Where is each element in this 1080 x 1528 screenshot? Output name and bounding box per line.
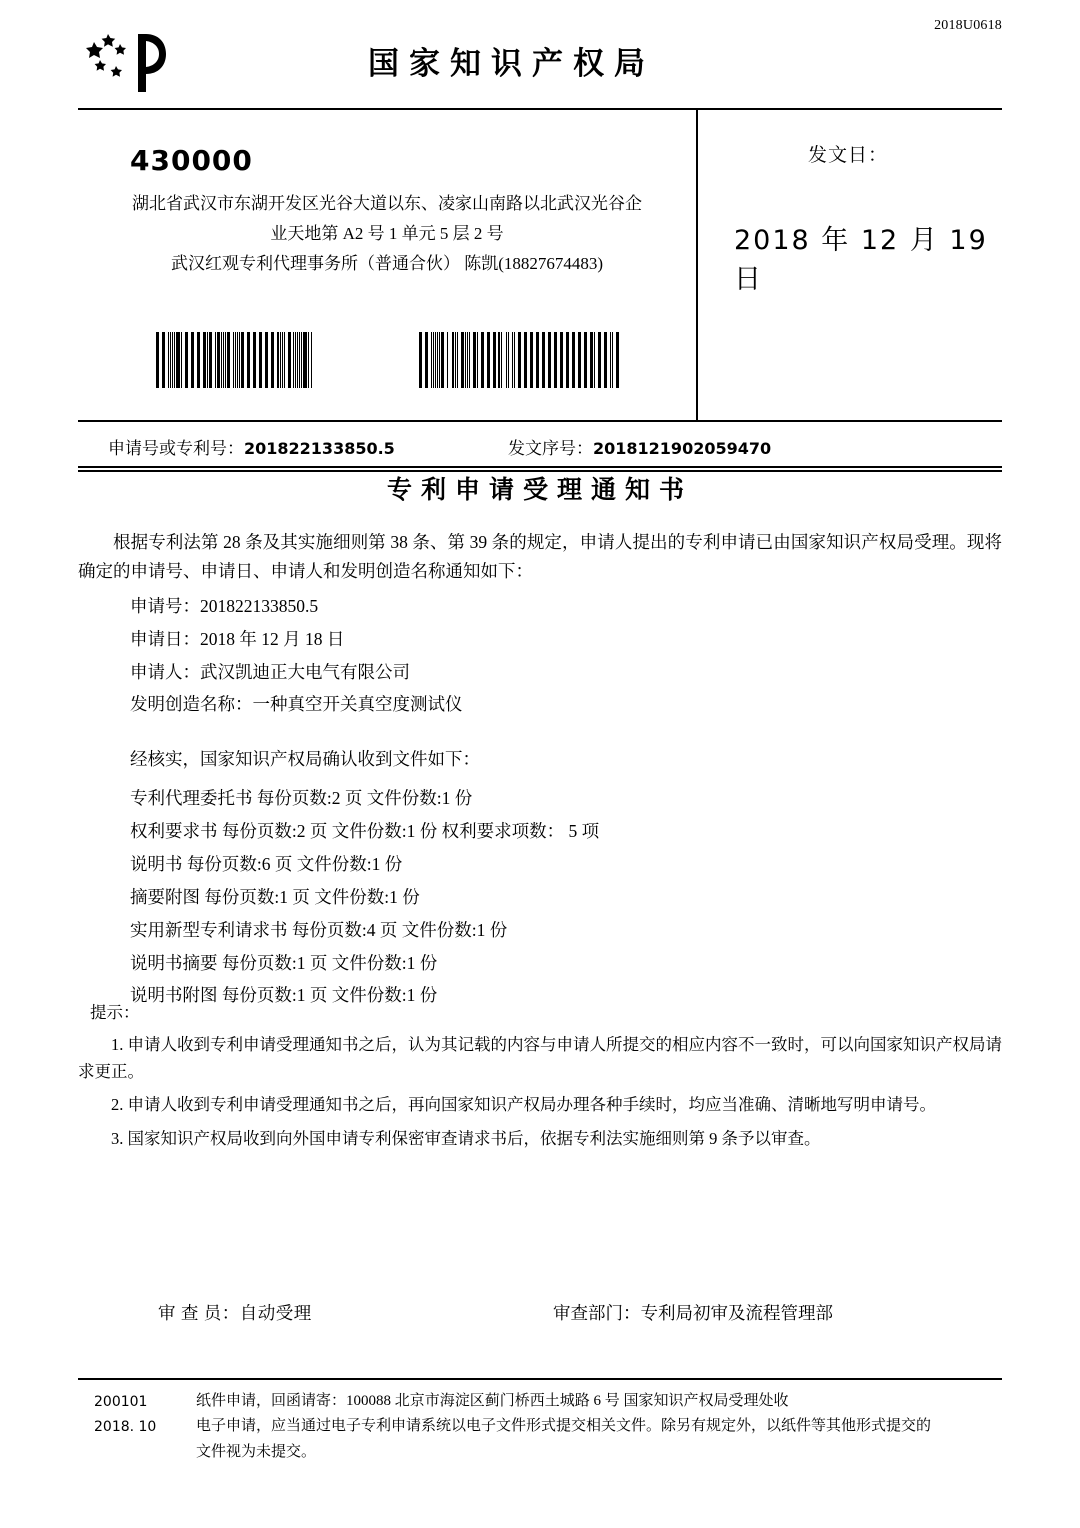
address-line-2: 业天地第 A2 号 1 单元 5 层 2 号 <box>270 223 504 243</box>
department-field <box>553 1300 833 1325</box>
field-applicant: 申请人：武汉凯迪正大电气有限公司 <box>130 661 410 682</box>
received-item: 说明书摘要 每份页数:1 页 文件份数:1 份 <box>130 952 438 973</box>
received-item: 说明书 每份页数:6 页 文件份数:1 份 <box>130 853 403 874</box>
document-code: 2018U0618 <box>934 18 1002 33</box>
examiner-field <box>158 1300 312 1325</box>
received-item: 实用新型专利请求书 每份页数:4 页 文件份数:1 份 <box>130 919 508 940</box>
application-fields <box>130 592 1002 720</box>
mailing-box <box>78 108 1002 472</box>
received-item: 权利要求书 每份页数:2 页 文件份数:1 份 权利要求项数： 5 项 <box>130 821 600 841</box>
recipient-zip: 430000 <box>130 144 253 177</box>
dispatch-number-label: 发文序号： <box>508 438 593 458</box>
dispatch-number-value: 2018121902059470 <box>593 438 772 458</box>
dispatch-number <box>508 434 771 459</box>
field-application-date: 申请日：2018 年 12 月 18 日 <box>130 628 345 649</box>
cnipa-logo-icon <box>86 32 176 94</box>
address-line-3: 武汉红观专利代理事务所（普通合伙） 陈凯(18827674483) <box>170 253 604 273</box>
tips-title: 提示： <box>90 1003 140 1022</box>
recipient-block <box>78 110 698 420</box>
intro-paragraph: 根据专利法第 28 条及其实施细则第 38 条、第 39 条的规定，申请人提出的专利申请已由国家知识产权局受理。现将确定的申请号、申请日、申请人和发明创造名称通知如下： <box>78 532 1002 581</box>
barcode-application-number-icon <box>156 332 312 388</box>
issue-date-value: 2018 年 12 月 19 日 <box>734 225 988 295</box>
examiner-label: 审 查 员： <box>158 1303 240 1323</box>
footer-line: 电子申请，应当通过电子专利申请系统以电子文件形式提交相关文件。除另有规定外，以纸件等其他形式提交的 <box>196 1418 932 1435</box>
application-number-label: 申请号或专利号： <box>108 438 244 458</box>
tips-item: 3. 国家知识产权局收到向外国申请专利保密审查请求书后，依据专利法实施细则第 9 条予以审查。 <box>111 1128 821 1148</box>
department-value: 专利局初审及流程管理部 <box>640 1303 833 1323</box>
title-divider <box>78 466 1002 468</box>
footer-line: 文件视为未提交。 <box>196 1443 317 1460</box>
barcodes <box>78 326 696 388</box>
issue-date-label: 发文日： <box>808 145 889 166</box>
document-header <box>78 32 1002 92</box>
footer-divider <box>78 1378 1002 1380</box>
tips-section <box>78 1000 1002 1159</box>
tips-item: 1. 申请人收到专利申请受理通知书之后，认为其记载的内容与申请人所提交的相应内容不一致时，可以向国家知识产权局请求更正。 <box>78 1035 1002 1081</box>
recipient-address <box>108 189 666 278</box>
received-documents <box>130 745 1002 1010</box>
notice-title: 专利申请受理通知书 <box>386 475 693 504</box>
application-number-value: 201822133850.5 <box>244 438 395 458</box>
address-line-1: 湖北省武汉市东湖开发区光谷大道以东、凌家山南路以北武汉光谷企 <box>132 194 642 213</box>
page-title: 国家知识产权局 <box>368 46 655 82</box>
numbers-row <box>78 420 1002 470</box>
received-item: 摘要附图 每份页数:1 页 文件份数:1 份 <box>130 886 420 907</box>
examiner-value: 自动受理 <box>239 1303 312 1323</box>
footer-codes <box>94 1392 204 1441</box>
tips-list <box>78 1032 1002 1152</box>
barcode-dispatch-number-icon <box>419 332 619 388</box>
issue-date-block <box>698 110 1002 420</box>
footer-form-code: 200101 <box>94 1394 148 1410</box>
footer-line: 纸件申请，回函请寄：100088 北京市海淀区蓟门桥西土城路 6 号 国家知识产权局受理处收 <box>196 1393 789 1409</box>
department-label: 审查部门： <box>553 1303 641 1323</box>
footer-section <box>78 1390 1002 1466</box>
received-documents-intro: 经核实，国家知识产权局确认收到文件如下： <box>130 749 480 770</box>
footer-text <box>196 1390 1002 1464</box>
notice-body <box>78 528 1002 1014</box>
footer-form-date: 2018. 10 <box>94 1418 157 1435</box>
tips-item: 2. 申请人收到专利申请受理通知书之后，再向国家知识产权局办理各种手续时，均应当准确、清晰地写明申请号。 <box>111 1095 936 1115</box>
field-invention-title: 发明创造名称：一种真空开关真空度测试仪 <box>130 694 463 715</box>
application-number <box>108 434 498 459</box>
field-application-number: 申请号：201822133850.5 <box>130 595 319 616</box>
received-item: 说明书附图 每份页数:1 页 文件份数:1 份 <box>130 985 438 1006</box>
received-item: 专利代理委托书 每份页数:2 页 文件份数:1 份 <box>130 788 473 809</box>
